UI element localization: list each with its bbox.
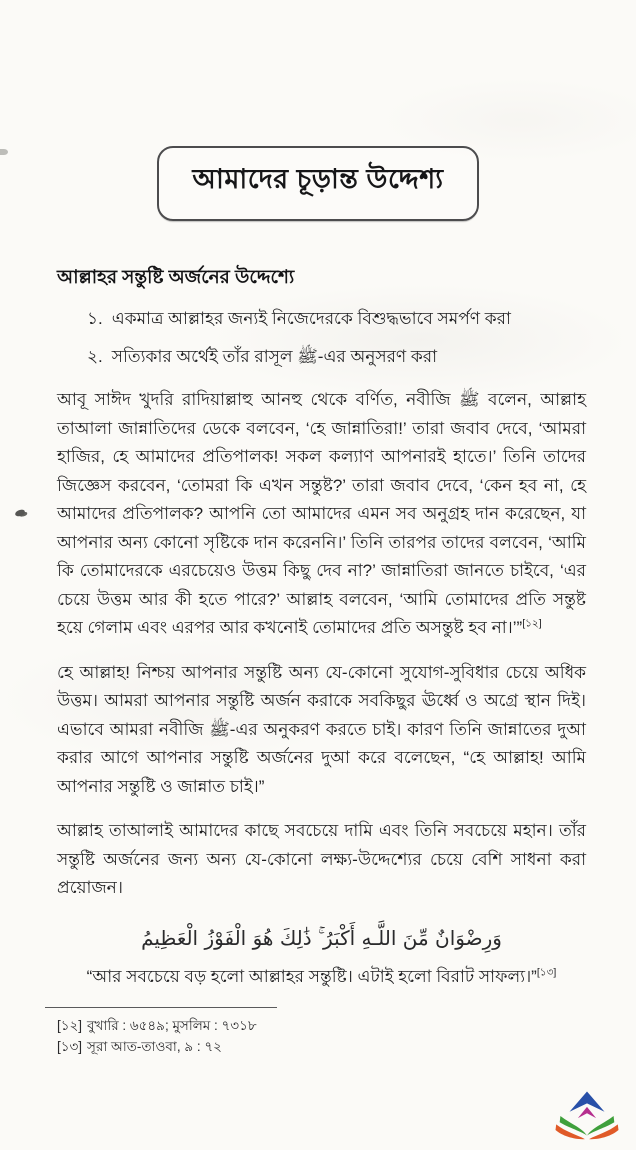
page-content bbox=[0, 263, 636, 1057]
list-item-number: ২. bbox=[87, 347, 103, 366]
publisher-logo-icon bbox=[552, 1088, 622, 1144]
quote-text: “আর সবচেয়ে বড় হলো আল্লাহর সন্তুষ্টি। এটাই হলো বিরাট সাফল্য।” bbox=[86, 966, 537, 986]
paragraph-text: আবূ সাঈদ খুদরি রাদিয়াল্লাহু আনহু থেকে বর্ণিত, নবীজি ﷺ বলেন, আল্লাহ তাআলা জান্নাতিদের ডেকে বলবেন, ‘হে জান্নাতিরা!’ তারা জবাব দেবে, ‘আমরা হাজির, হে আমাদের প্রতিপালক! সকল কল্যাণ আপনারই হাতে।’ তিনি তাদের জিজ্ঞেস করবেন, ‘তোমরা কি এখন সন্তুষ্ট?’ তারা জবাব দেবে, ‘কেন হব না, হে আমাদের প্রতিপালক? আপনি তো আমাদের এমন সব অনুগ্রহ দান করেছেন, যা আপনার অন্য কোনো সৃষ্টিকে দান করেননি।’ তিনি তারপর তাদের বলবেন, ‘আমি কি তোমাদেরকে এরচেয়েও উত্তম কিছু দেব না?’ জান্নাতিরা জানতে চাইবে, ‘এর চেয়ে উত্তম আর কী হতে পারে?’ আল্লাহ বলবেন, ‘আমি তোমাদের প্রতি সন্তুষ্ট হয়ে গেলাম এবং এরপর আর কখনোই তোমাদের প্রতি অসন্তুষ্ট হব না।’” bbox=[57, 390, 587, 637]
list-item-text: সত্যিকার অর্থেই তাঁর রাসূল ﷺ-এর অনুসরণ করা bbox=[111, 347, 438, 366]
scan-corner-artifact bbox=[0, 149, 8, 155]
objectives-list bbox=[57, 306, 586, 370]
footnote-text: সূরা আত-তাওবা, ৯ : ৭২ bbox=[87, 1038, 222, 1054]
scanned-book-page bbox=[0, 146, 636, 1150]
verse-translation-quote bbox=[57, 963, 586, 991]
list-item bbox=[57, 344, 586, 370]
list-item-number: ১. bbox=[87, 309, 103, 328]
footnotes-section bbox=[57, 1015, 586, 1057]
footnote-marker: [১৩] bbox=[536, 965, 557, 978]
footnote-text: বুখারি : ৬৫৪৯; মুসলিম : ৭৩১৮ bbox=[87, 1017, 257, 1033]
page-title: আমাদের চূড়ান্ত উদ্দেশ্য bbox=[192, 164, 444, 194]
list-item-text: একমাত্র আল্লাহর জন্যই নিজেদেরকে বিশুদ্ধভাবে সমর্পণ করা bbox=[111, 309, 511, 328]
footnote-marker: [১২] bbox=[57, 1017, 83, 1033]
footnote bbox=[57, 1036, 586, 1057]
hadith-paragraph bbox=[57, 386, 586, 643]
dua-paragraph bbox=[57, 659, 586, 802]
section-heading: আল্লাহর সন্তুষ্টি অর্জনের উদ্দেশ্যে bbox=[57, 266, 295, 287]
chapter-title-box bbox=[157, 146, 479, 221]
list-item bbox=[57, 306, 586, 332]
footnote bbox=[57, 1015, 586, 1036]
arabic-verse: وَرِضْوَانٌ مِّنَ اللَّـهِ أَكْبَرُ ۚ ذَٰلِكَ هُوَ الْفَوْزُ الْعَظِيمُ bbox=[141, 925, 502, 950]
closing-paragraph bbox=[57, 817, 586, 903]
footnote-marker: [১৩] bbox=[57, 1038, 83, 1054]
paragraph-text: হে আল্লাহ! নিশ্চয় আপনার সন্তুষ্টি অন্য যে-কোনো সুযোগ-সুবিধার চেয়ে অধিক উত্তম। আমরা আপনার সন্তুষ্টি অর্জন করাকে সবকিছুর ঊর্ধ্বে ও অগ্রে স্থান দিই। এভাবে আমরা নবীজি ﷺ-এর অনুকরণ করতে চাই। কারণ তিনি জান্নাতের দুআ করার আগে আপনার সন্তুষ্টি অর্জনের দুআ করে বলেছেন, “হে আল্লাহ! আমি আপনার সন্তুষ্টি ও জান্নাত চাই।” bbox=[57, 662, 586, 796]
footnote-divider bbox=[45, 1007, 277, 1008]
footnote-marker: [১২] bbox=[522, 617, 542, 630]
paragraph-text: আল্লাহ তাআলাই আমাদের কাছে সবচেয়ে দামি এবং তিনি সবচেয়ে মহান। তাঁর সন্তুষ্টি অর্জনের জন্য অন্য যে-কোনো লক্ষ্য-উদ্দেশ্যের চেয়ে বেশি সাধনা করা প্রয়োজন। bbox=[57, 821, 586, 897]
